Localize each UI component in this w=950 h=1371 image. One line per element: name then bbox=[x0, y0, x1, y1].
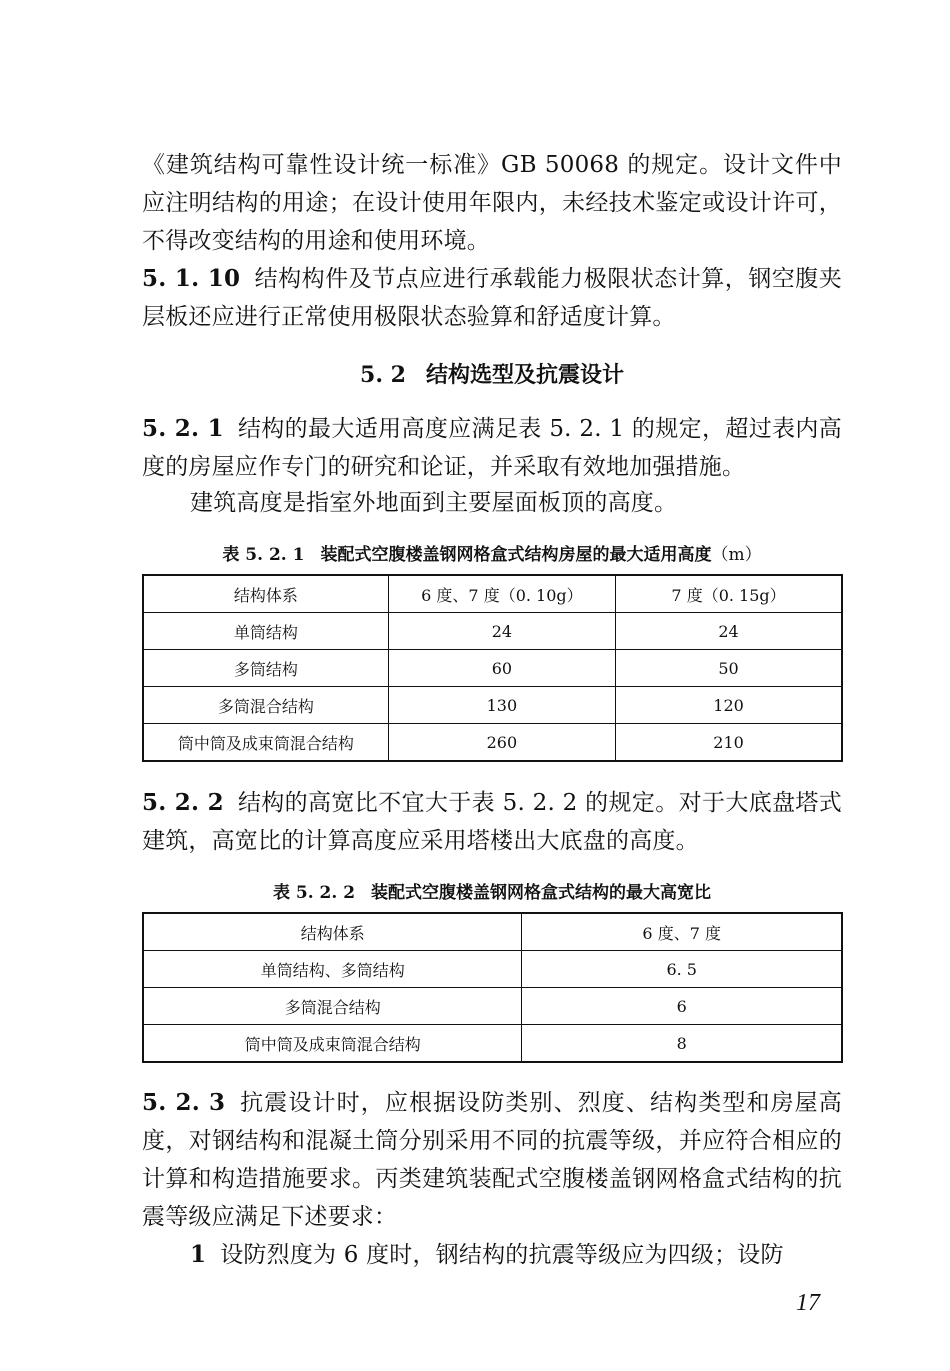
table-cell: 120 bbox=[616, 687, 842, 724]
table-cell: 多筒混合结构 bbox=[143, 988, 522, 1025]
table-cell: 60 bbox=[388, 650, 615, 687]
table-cell: 筒中筒及成束筒混合结构 bbox=[143, 724, 388, 762]
clause-number: 5. 2. 1 bbox=[142, 415, 224, 442]
table-5-2-1 bbox=[142, 574, 843, 762]
section-heading bbox=[142, 358, 842, 389]
page-number: 17 bbox=[796, 1290, 820, 1316]
clause-text: 抗震设计时，应根据设防类别、烈度、结构类型和房屋高度，对钢结构和混凝土筒分别采用不同的抗震等级，并应符合相应的计算和构造措施要求。丙类建筑装配式空腹楼盖钢网格盒式结构的抗震等级应满足下述要求： bbox=[142, 1090, 842, 1230]
table-caption: 装配式空腹楼盖钢网格盒式结构房屋的最大适用高度 bbox=[320, 545, 712, 565]
table-cell: 6. 5 bbox=[522, 951, 842, 988]
table-row bbox=[143, 687, 842, 724]
table-header-cell: 结构体系 bbox=[143, 913, 522, 951]
table-cell: 6 bbox=[522, 988, 842, 1025]
table-cell: 24 bbox=[616, 613, 842, 650]
section-number: 5. 2 bbox=[360, 362, 406, 388]
table-cell: 50 bbox=[616, 650, 842, 687]
clause-5-1-10 bbox=[142, 260, 842, 336]
table-cell: 210 bbox=[616, 724, 842, 762]
table-cell: 24 bbox=[388, 613, 615, 650]
table-row bbox=[143, 988, 842, 1025]
table-header-cell: 结构体系 bbox=[143, 575, 388, 613]
table-cell: 单筒结构 bbox=[143, 613, 388, 650]
clause-number: 5. 2. 2 bbox=[142, 789, 224, 816]
table-5-2-2-caption bbox=[142, 878, 842, 903]
clause-text: 结构的高宽比不宜大于表 5. 2. 2 的规定。对于大底盘塔式建筑，高宽比的计算高度应采用塔楼出大底盘的高度。 bbox=[142, 790, 842, 854]
clause-5-2-2 bbox=[142, 784, 842, 860]
table-cell: 筒中筒及成束筒混合结构 bbox=[143, 1025, 522, 1063]
table-number: 表 5. 2. 2 bbox=[272, 883, 356, 903]
table-cell: 单筒结构、多筒结构 bbox=[143, 951, 522, 988]
clause-5-2-3-item-1 bbox=[142, 1236, 842, 1274]
table-cell: 260 bbox=[388, 724, 615, 762]
table-header-row bbox=[143, 913, 842, 951]
clause-5-2-1-note bbox=[142, 484, 842, 522]
table-row bbox=[143, 613, 842, 650]
clause-text: 结构的最大适用高度应满足表 5. 2. 1 的规定，超过表内高度的房屋应作专门的研究和论证，并采取有效地加强措施。 bbox=[142, 416, 842, 480]
table-row bbox=[143, 1025, 842, 1063]
table-cell: 8 bbox=[522, 1025, 842, 1063]
table-header-row bbox=[143, 575, 842, 613]
table-cell: 多筒结构 bbox=[143, 650, 388, 687]
table-5-2-1-caption bbox=[142, 540, 842, 565]
table-number: 表 5. 2. 1 bbox=[222, 545, 305, 565]
table-header-cell: 7 度（0. 15g） bbox=[616, 575, 842, 613]
paragraph-continued bbox=[142, 146, 842, 260]
paragraph-text: 《建筑结构可靠性设计统一标准》GB 50068 的规定。设计文件中应注明结构的用途；在设计使用年限内，未经技术鉴定或设计许可，不得改变结构的用途和使用环境。 bbox=[142, 152, 842, 254]
table-header-cell: 6 度、7 度 bbox=[522, 913, 842, 951]
table-row bbox=[143, 724, 842, 762]
clause-number: 5. 2. 3 bbox=[142, 1089, 226, 1116]
paragraph-text: 建筑高度是指室外地面到主要屋面板顶的高度。 bbox=[190, 490, 678, 516]
table-5-2-2 bbox=[142, 912, 843, 1063]
table-row bbox=[143, 951, 842, 988]
table-cell: 多筒混合结构 bbox=[143, 687, 388, 724]
clause-number: 5. 1. 10 bbox=[142, 265, 241, 292]
item-text: 设防烈度为 6 度时，钢结构的抗震等级应为四级；设防 bbox=[220, 1242, 784, 1268]
table-cell: 130 bbox=[388, 687, 615, 724]
section-title: 结构选型及抗震设计 bbox=[425, 363, 624, 388]
item-number: 1 bbox=[190, 1241, 207, 1268]
clause-5-2-1 bbox=[142, 410, 842, 486]
table-unit: （m） bbox=[711, 545, 762, 565]
clause-text: 结构构件及节点应进行承载能力极限状态计算，钢空腹夹层板还应进行正常使用极限状态验算和舒适度计算。 bbox=[142, 266, 842, 330]
clause-5-2-3 bbox=[142, 1084, 842, 1236]
table-header-cell: 6 度、7 度（0. 10g） bbox=[388, 575, 615, 613]
table-caption: 装配式空腹楼盖钢网格盒式结构的最大高宽比 bbox=[371, 883, 712, 903]
table-row bbox=[143, 650, 842, 687]
